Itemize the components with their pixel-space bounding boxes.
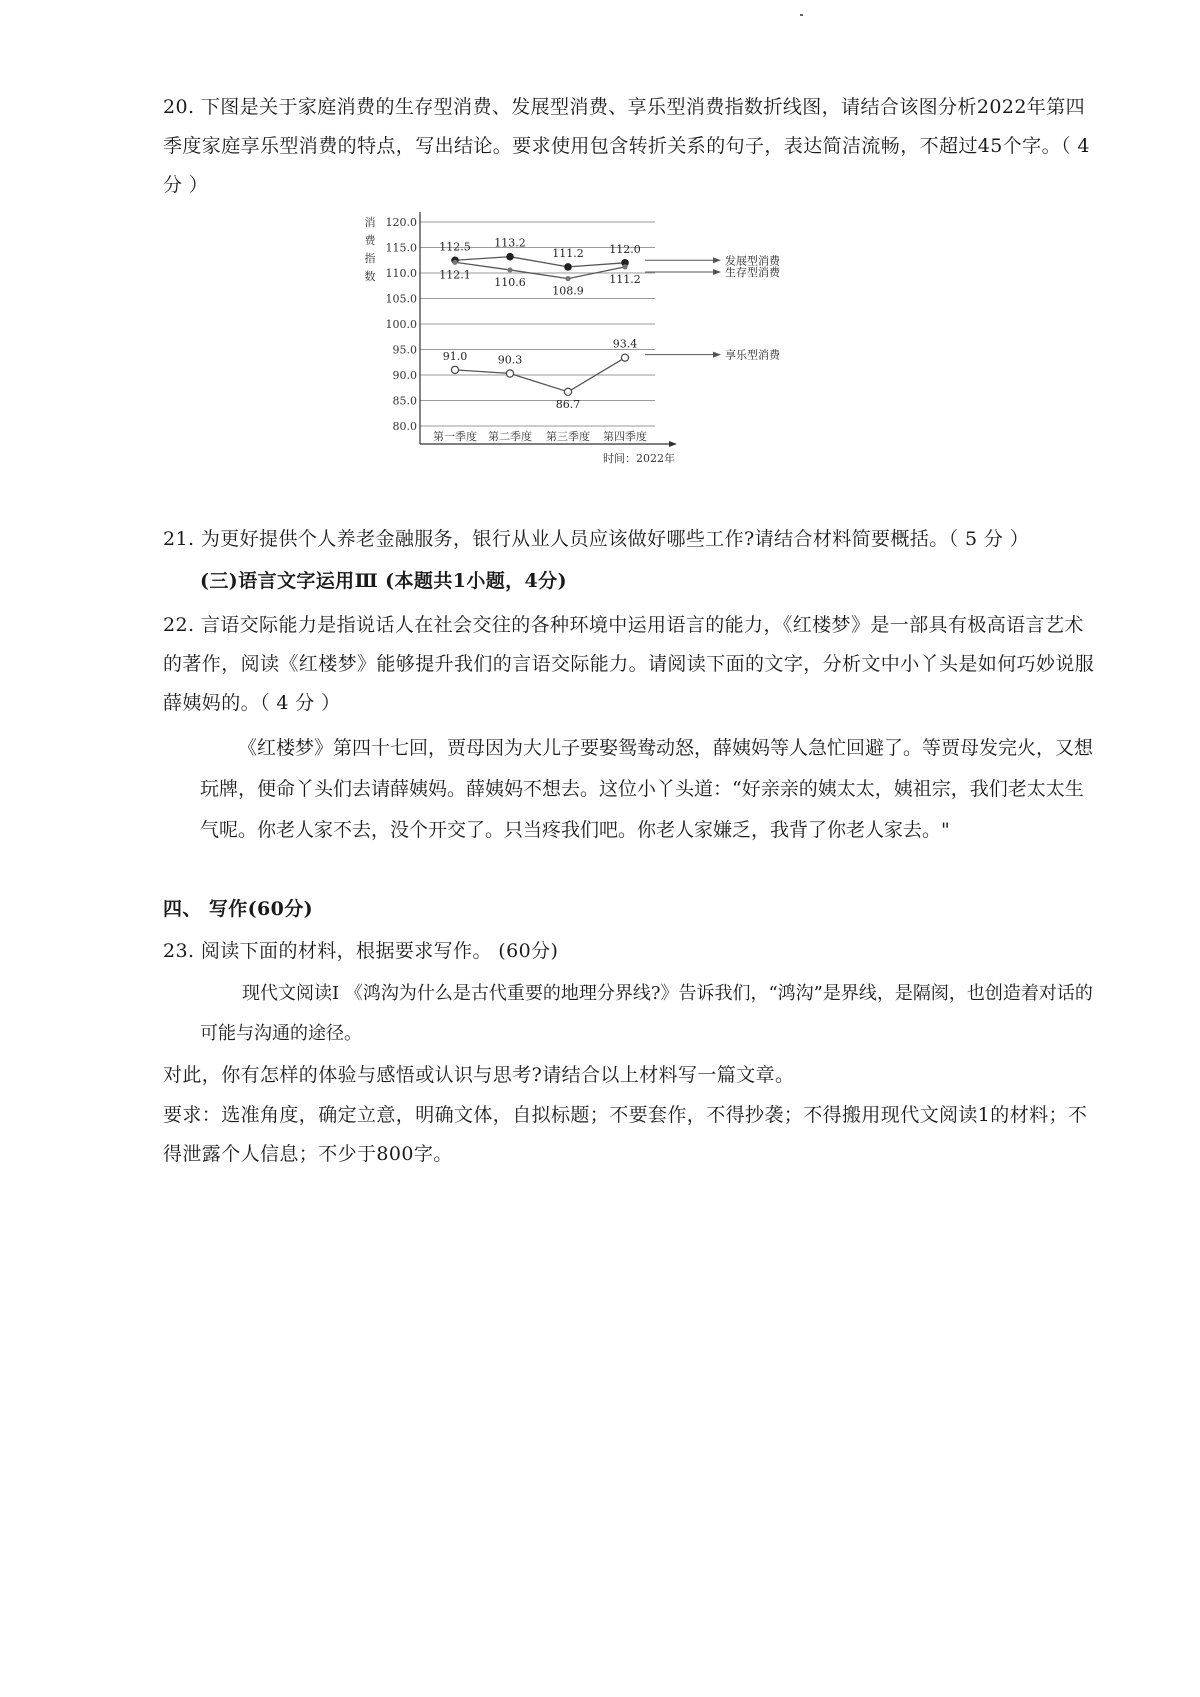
- honglou-excerpt-text: 《红楼梦》第四十七回，贾母因为大儿子要娶鸳鸯动怒，薛姨妈等人急忙回避了。等贾母发完火，又想玩牌，便命丫头们去请薛姨妈。薛姨妈不想去。这位小丫头道：“好亲亲的姨太太，姨祖宗，我们老太太生气呢。你老人家不去，没个开交了。只当疼我们吧。你老人家嫌乏，我背了你老人家去。": [200, 737, 1094, 841]
- y-axis-label-char: 数: [364, 270, 376, 283]
- y-tick-label: 85.0: [392, 394, 417, 408]
- y-axis-label-char: 费: [364, 234, 376, 247]
- x-tick-label: 第二季度: [488, 430, 532, 443]
- data-label: 111.2: [552, 246, 584, 260]
- data-point: [451, 366, 458, 373]
- section-4-heading: 四、 写作(60分): [163, 898, 314, 920]
- x-axis-arrow: [669, 441, 677, 447]
- legend-label: 享乐型消费: [725, 348, 780, 362]
- honglou-excerpt: [200, 728, 1100, 851]
- data-label: 111.2: [609, 272, 641, 286]
- question-21: 21. 为更好提供个人养老金融服务，银行从业人员应该做好哪些工作?请结合材料简要概括。（ 5 分 ）: [163, 528, 1030, 550]
- y-axis-label-char: 指: [364, 252, 376, 265]
- legend-label: 发展型消费: [725, 254, 780, 268]
- section-3-heading: (三)语言文字运用Ⅲ (本题共1小题，4分): [200, 570, 567, 592]
- data-label: 112.1: [439, 268, 471, 282]
- x-tick-label: 第四季度: [603, 430, 647, 443]
- y-tick-label: 80.0: [392, 420, 417, 433]
- data-label: 112.0: [609, 242, 641, 256]
- y-tick-label: 100.0: [385, 318, 417, 331]
- y-tick-label: 105.0: [385, 292, 417, 306]
- data-label: 113.2: [494, 236, 526, 250]
- y-tick-label: 95.0: [392, 343, 417, 357]
- data-label: 86.7: [555, 397, 581, 411]
- scan-speck: [800, 14, 803, 16]
- question-22: 22. 言语交际能力是指说话人在社会交往的各种环境中运用语言的能力，《红楼梦》是一部具有极高语言艺术的著作，阅读《红楼梦》能够提升我们的言语交际能力。请阅读下面的文字，分析文中小丫头是如何巧妙说服薛姨妈的。（ 4 分 ）: [163, 614, 1095, 714]
- data-label: 108.9: [552, 284, 584, 298]
- y-tick-label: 120.0: [385, 216, 417, 229]
- y-axis-label-char: 消: [364, 216, 376, 229]
- data-point: [565, 276, 570, 281]
- data-label: 110.6: [494, 275, 526, 289]
- data-point: [506, 370, 513, 377]
- x-tick-label: 第三季度: [546, 430, 590, 443]
- data-point: [564, 388, 571, 395]
- y-tick-label: 90.0: [392, 369, 417, 382]
- consumption-index-line-chart: [364, 212, 880, 508]
- question-23: 23. 阅读下面的材料，根据要求写作。 (60分): [163, 940, 559, 962]
- data-label: 91.0: [442, 349, 468, 363]
- legend-arrowhead: [713, 269, 721, 275]
- data-point: [564, 263, 572, 271]
- x-axis-label: 时间：2022年: [603, 452, 675, 465]
- y-tick-label: 110.0: [385, 267, 417, 280]
- legend-arrowhead: [713, 352, 721, 358]
- data-point: [507, 267, 512, 272]
- y-tick-label: 115.0: [385, 241, 417, 255]
- data-label: 90.3: [497, 353, 523, 367]
- data-label: 112.5: [439, 240, 471, 254]
- data-point: [621, 354, 628, 361]
- question-20: 20. 下图是关于家庭消费的生存型消费、发展型消费、享乐型消费指数折线图，请结合该图分析2022年第四季度家庭享乐型消费的特点，写出结论。要求使用包含转折关系的句子，表达简洁流畅，不超过45个字。（ 4 分 ）: [163, 96, 1090, 196]
- legend-label: 生存型消费: [725, 265, 780, 279]
- writing-prompt: 对此，你有怎样的体验与感悟或认识与思考?请结合以上材料写一篇文章。: [163, 1064, 795, 1086]
- x-tick-label: 第一季度: [433, 430, 477, 443]
- legend-arrowhead: [713, 257, 721, 263]
- data-point: [622, 264, 627, 269]
- data-point: [506, 253, 514, 261]
- writing-material-text: 现代文阅读I 《鸿沟为什么是古代重要的地理分界线?》告诉我们，“鸿沟”是界线，是隔阂，也创造着对话的可能与沟通的途径。: [200, 983, 1093, 1044]
- writing-material: [200, 974, 1110, 1054]
- writing-requirements: 要求：选准角度，确定立意，明确文体，自拟标题；不要套作，不得抄袭；不得搬用现代文阅读1的材料；不得泄露个人信息；不少于800字。: [163, 1104, 1088, 1165]
- data-label: 93.4: [612, 337, 638, 351]
- data-point: [452, 260, 457, 265]
